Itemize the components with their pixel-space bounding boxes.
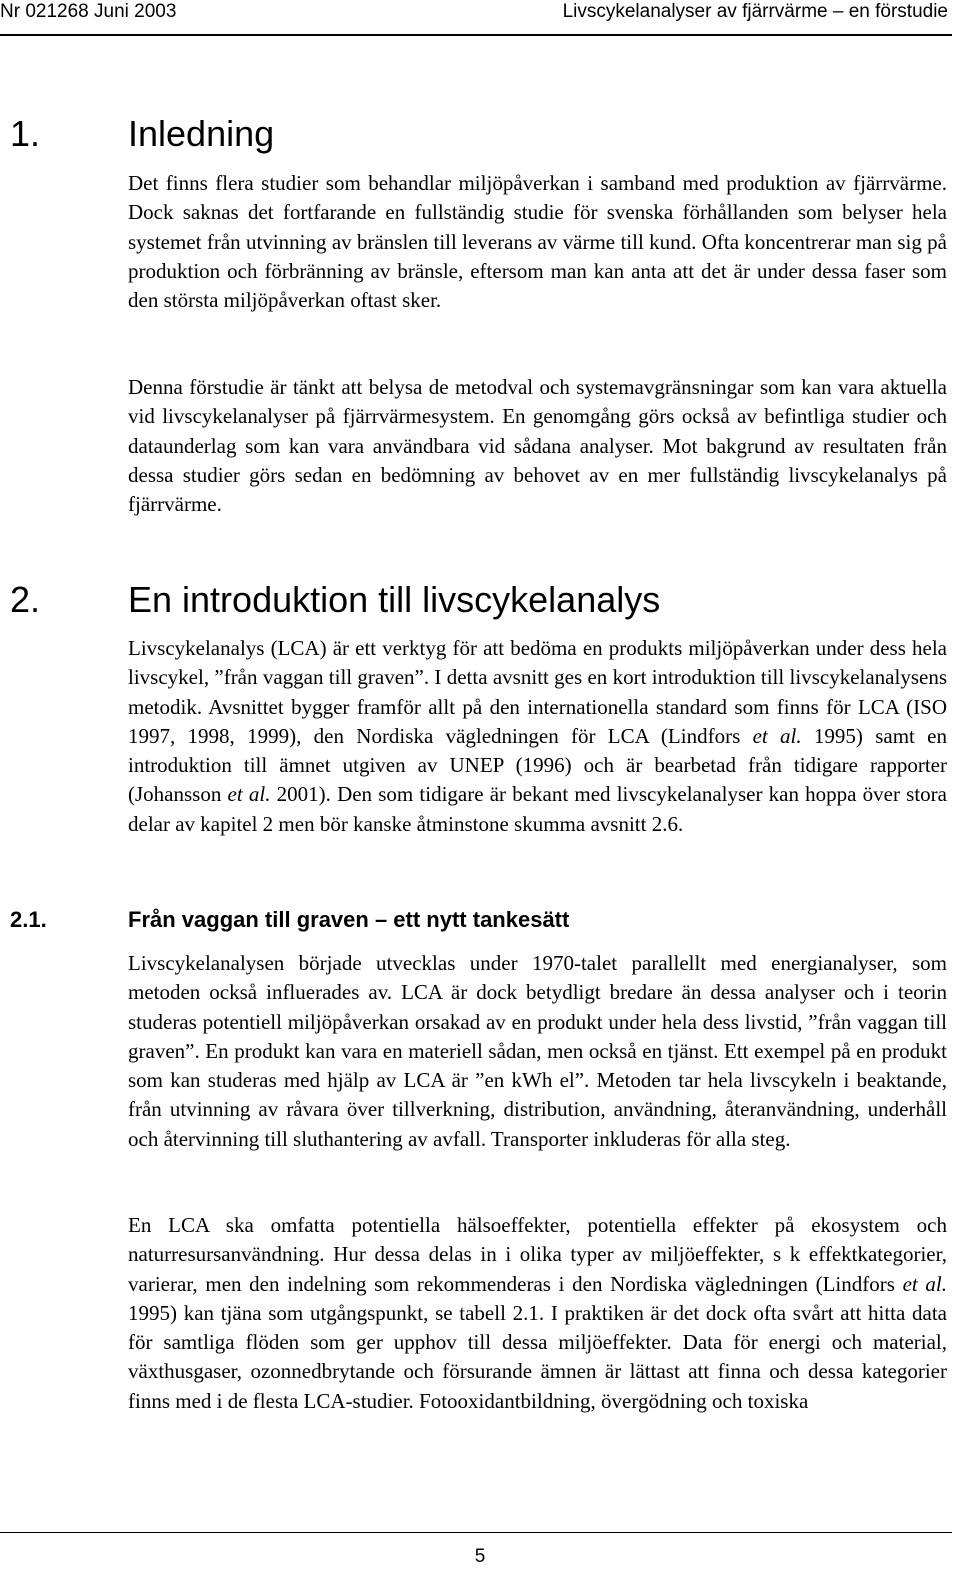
header-divider [0, 34, 952, 36]
section-title: Inledning [128, 113, 275, 154]
paragraph: Livscykelanalys (LCA) är ett verktyg för att bedöma en produkts miljöpåverkan under dess hela livscykel, ”från vaggan till graven”. I detta avsnitt ges en kort introduktion till livscykelanalysens metodik. Avsnittet bygger framför allt på den internationella standard som finns för LCA (ISO 1997, 1998, 1999), den Nordiska vägledningen för LCA (Lindfors et al. 1995) samt en introduktion till ämnet utgiven av UNEP (1996) och är bearbetad från tidigare rapporter (Johansson et al. 2001). Den som tidigare är bekant med livscykelanalyser kan hoppa över stora delar av kapitel 2 men bör kanske åtminstone skumma avsnitt 2.6. [128, 636, 948, 836]
subsection-title: Från vaggan till graven – ett nytt tankesätt [128, 907, 570, 932]
paragraph: Denna förstudie är tänkt att belysa de metodval och systemavgränsningar som kan vara aktuella vid livscykelanalyser på fjärrvärmesystem. En genomgång görs också av befintliga studier och dataunderlag som kan vara användbara vid sådana analyser. Mot bakgrund av resultaten från dessa studier görs sedan en bedömning av behovet av en mer fullständig livscykelanalys på fjärrvärme. [128, 375, 947, 517]
subsection-number: 2.1. [10, 907, 47, 932]
page-header [0, 0, 960, 30]
section-number: 1. [10, 113, 41, 154]
running-title: Livscykelanalyser av fjärrvärme – en förstudie [562, 1, 948, 22]
footer-divider [0, 1532, 952, 1533]
page-number: 5 [474, 1546, 486, 1567]
paragraph: Det finns flera studier som behandlar miljöpåverkan i samband med produktion av fjärrvärme. Dock saknas det fortfarande en fullständig studie för svenska förhållanden som belyser hela systemet från utvinning av bränslen till leverans av värme till kund. Ofta koncentrerar man sig på produktion och förbränning av bränsle, eftersom man kan anta att det är under dessa faser som den största miljöpåverkan oftast sker. [128, 171, 947, 313]
section-title: En introduktion till livscykelanalys [128, 579, 661, 620]
paragraph: En LCA ska omfatta potentiella hälsoeffekter, potentiella effekter på ekosystem och naturresursanvändning. Hur dessa delas in i olika typer av miljöeffekter, s k effektkategorier, varierar, men den indelning som rekommenderas i den Nordiska vägledningen (Lindfors et al. 1995) kan tjäna som utgångspunkt, se tabell 2.1. I praktiken är det dock ofta svårt att hitta data för samtliga flöden som ger upphov till dessa miljöeffekter. Data för energi och material, växthusgaser, ozonnedbrytande och försurande ämnen är lättast att finna och dessa kategorier finns med i de flesta LCA-studier. Fotooxidantbildning, övergödning och toxiska [128, 1213, 947, 1413]
paragraph: Livscykelanalysen började utvecklas under 1970-talet parallellt med energianalyser, som metoden också influerades av. LCA är dock betydligt bredare än dessa analyser och i teorin studeras potentiell miljöpåverkan orsakad av en produkt under hela dess livstid, ”från vaggan till graven”. En produkt kan vara en materiell sådan, men också en tjänst. Ett exempel på en produkt som kan studeras med hjälp av LCA är ”en kWh el”. Metoden tar hela livscykeln i beaktande, från utvinning av råvara över tillverkning, distribution, användning, återanvändning, underhåll och återvinning till sluthantering av avfall. Transporter inkluderas för alla steg. [128, 951, 947, 1151]
report-number: Nr 021268 Juni 2003 [0, 1, 177, 22]
section-number: 2. [10, 579, 41, 620]
